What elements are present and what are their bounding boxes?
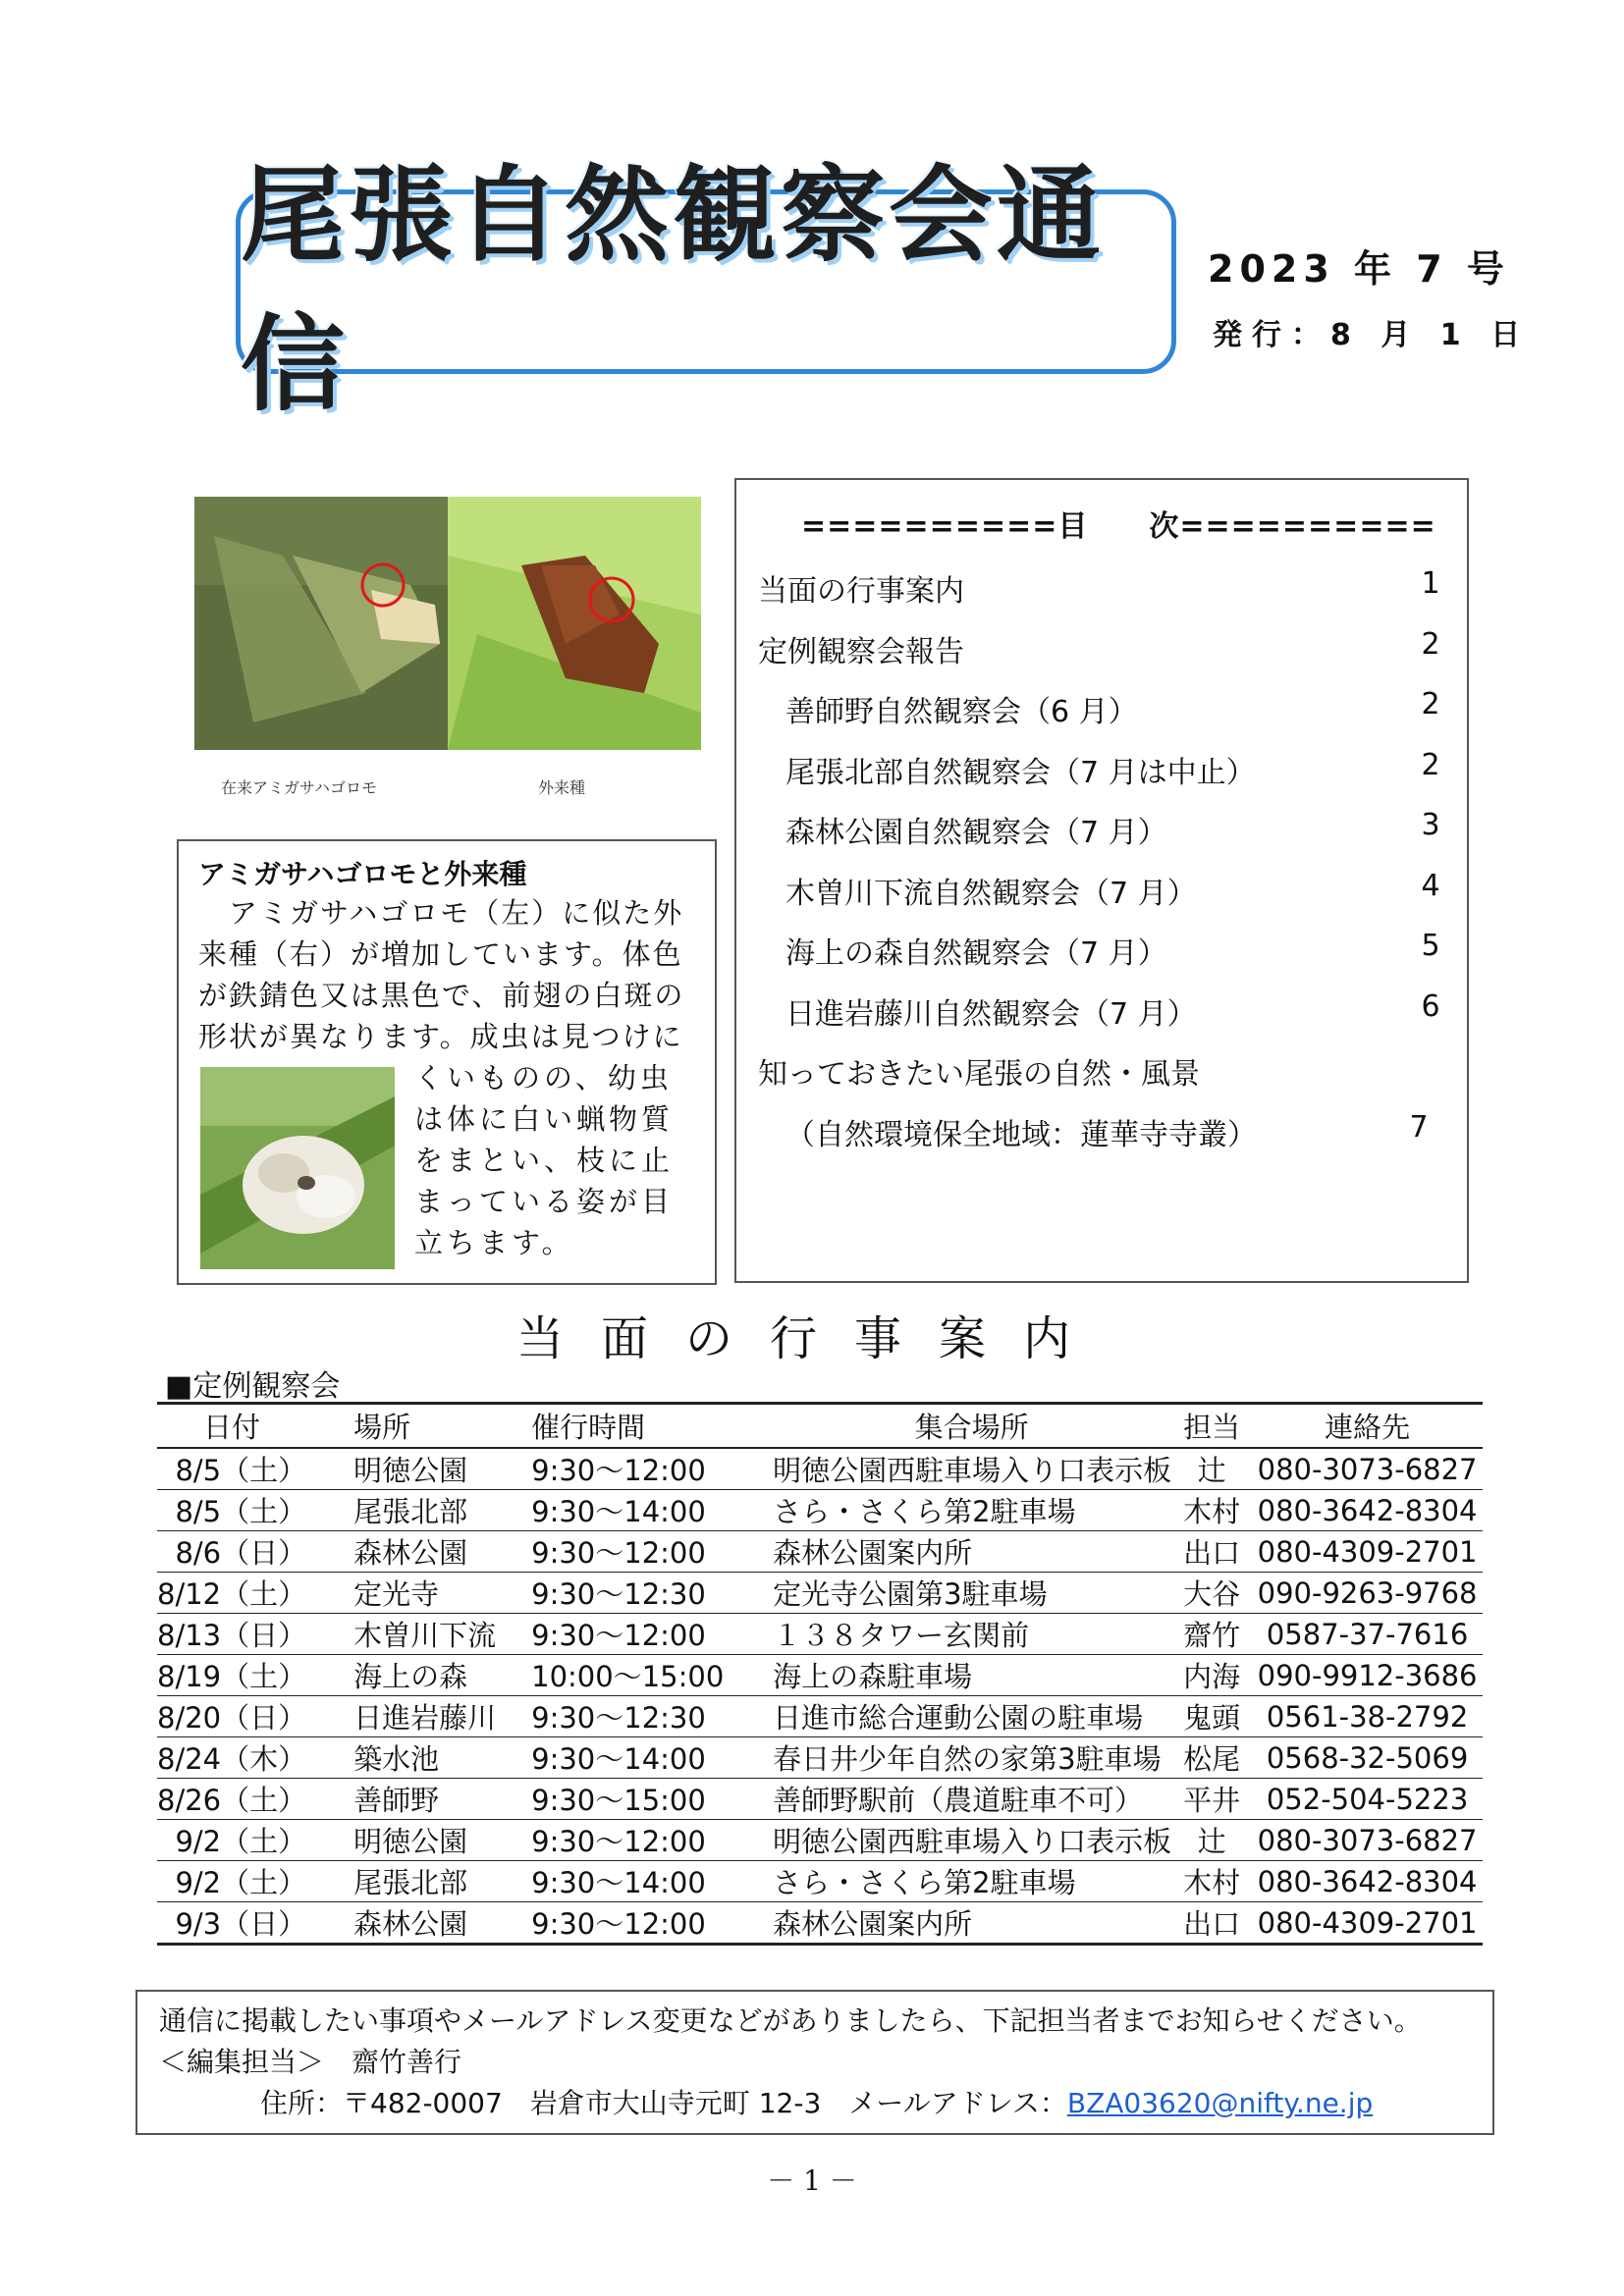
table-of-contents: [734, 478, 1469, 1283]
event-place: 定光寺: [324, 1573, 512, 1614]
event-date: 8/24（木）: [157, 1737, 324, 1779]
toc-item-page: 7: [1409, 1109, 1429, 1145]
event-meeting-point: 善師野駅前（農道駐車不可）: [758, 1779, 1171, 1820]
toc-item-page: 5: [1421, 929, 1440, 963]
event-contact: 080-3642-8304: [1252, 1861, 1483, 1902]
event-staff: 平井: [1171, 1779, 1252, 1820]
event-staff: 出口: [1171, 1902, 1252, 1945]
invasive-planthopper-photo: [448, 497, 701, 750]
table-row: [157, 1696, 1483, 1737]
toc-item-page: 6: [1421, 988, 1440, 1024]
event-staff: 木村: [1171, 1861, 1252, 1902]
info-title: アミガサハゴロモと外来種: [198, 858, 527, 890]
event-contact: 080-3073-6827: [1252, 1820, 1483, 1861]
event-place: 明徳公園: [324, 1820, 512, 1861]
event-date: 8/5（土）: [157, 1448, 324, 1490]
event-contact: 0561-38-2792: [1252, 1696, 1483, 1737]
table-row: [157, 1779, 1483, 1820]
event-staff: 木村: [1171, 1490, 1252, 1531]
issue-number: 2023 年 7 号: [1208, 247, 1510, 291]
toc-item: [758, 748, 1445, 797]
event-time: 9:30～12:00: [512, 1448, 758, 1490]
event-time: 9:30～12:00: [512, 1902, 758, 1945]
event-meeting-point: さら・さくら第2駐車場: [758, 1490, 1171, 1531]
event-time: 9:30～14:00: [512, 1861, 758, 1902]
event-contact: 080-3073-6827: [1252, 1448, 1483, 1490]
notice-box: [135, 1990, 1494, 2135]
event-contact: 0587-37-7616: [1252, 1614, 1483, 1655]
event-time: 9:30～12:30: [512, 1573, 758, 1614]
toc-item-label: 善師野自然観察会（6 月）: [785, 695, 1138, 729]
table-row: [157, 1448, 1483, 1490]
native-photo-caption: 在来アミガサハゴロモ: [221, 778, 378, 797]
event-time: 9:30～12:00: [512, 1820, 758, 1861]
contact-line: [260, 2082, 1373, 2121]
table-row: [157, 1861, 1483, 1902]
toc-item: [758, 1049, 1445, 1098]
table-row: [157, 1531, 1483, 1573]
event-place: 善師野: [324, 1779, 512, 1820]
events-heading: 当面の行事案内: [515, 1311, 1108, 1366]
toc-item-page: 2: [1421, 747, 1440, 782]
invasive-photo-caption: 外来種: [538, 778, 586, 797]
col-place-header: 場所: [324, 1404, 512, 1449]
events-subheading: ■定例観察会: [165, 1369, 341, 1404]
event-contact: 090-9912-3686: [1252, 1655, 1483, 1696]
event-place: 森林公園: [324, 1531, 512, 1573]
event-time: 9:30～14:00: [512, 1737, 758, 1779]
page-number: － 1 －: [767, 2164, 857, 2197]
event-meeting-point: 森林公園案内所: [758, 1902, 1171, 1945]
newsletter-title: 尾張自然観察会通信: [241, 155, 1105, 425]
event-date: 8/13（日）: [157, 1614, 324, 1655]
events-table-body: [157, 1448, 1483, 1945]
events-table-header: [157, 1404, 1483, 1449]
event-contact: 052-504-5223: [1252, 1779, 1483, 1820]
info-body-side: くいものの、幼虫は体に白い蝋物質をまとい、枝に止まっている姿が目立ちます。: [414, 1061, 675, 1259]
toc-item: [758, 989, 1445, 1039]
event-date: 8/5（土）: [157, 1490, 324, 1531]
toc-header: ==========目 次==========: [801, 509, 1436, 544]
event-place: 日進岩藤川: [324, 1696, 512, 1737]
event-staff: 辻: [1171, 1820, 1252, 1861]
event-meeting-point: 森林公園案内所: [758, 1531, 1171, 1573]
event-meeting-point: 定光寺公園第3駐車場: [758, 1573, 1171, 1614]
event-contact: 080-4309-2701: [1252, 1902, 1483, 1945]
event-staff: 大谷: [1171, 1573, 1252, 1614]
toc-item-label: 尾張北部自然観察会（7 月は中止）: [785, 755, 1256, 790]
col-meeting-header: 集合場所: [758, 1404, 1171, 1449]
address-text: 住所：〒482-0007 岩倉市大山寺元町 12-3 メールアドレス：: [260, 2087, 1067, 2119]
table-row: [157, 1655, 1483, 1696]
toc-item-label: 定例観察会報告: [758, 634, 964, 669]
toc-item-label: 知っておきたい尾張の自然・風景: [758, 1057, 1200, 1092]
event-staff: 内海: [1171, 1655, 1252, 1696]
issue-date: 発行：8 月 1 日: [1213, 318, 1531, 352]
event-time: 10:00～15:00: [512, 1655, 758, 1696]
toc-list: [758, 480, 1465, 1265]
larva-photo: [200, 1067, 395, 1269]
toc-item-page: 3: [1421, 808, 1440, 842]
event-meeting-point: 春日井少年自然の家第3駐車場: [758, 1737, 1171, 1779]
event-date: 9/3（日）: [157, 1902, 324, 1945]
notice-text: 通信に掲載したい事項やメールアドレス変更などがありましたら、下記担当者までお知らせください。: [159, 2004, 1422, 2037]
table-row: [157, 1737, 1483, 1779]
table-row: [157, 1902, 1483, 1945]
event-date: 8/6（日）: [157, 1531, 324, 1573]
event-contact: 080-4309-2701: [1252, 1531, 1483, 1573]
events-table: [157, 1402, 1483, 1946]
event-place: 尾張北部: [324, 1861, 512, 1902]
event-staff: 松尾: [1171, 1737, 1252, 1779]
info-body-top: アミガサハゴロモ（左）に似た外来種（右）が増加しています。体色が鉄錆色又は黒色で、前翅の白斑の形状が異なります。成虫は見つけに: [198, 896, 685, 1053]
event-date: 8/19（土）: [157, 1655, 324, 1696]
event-place: 明徳公園: [324, 1448, 512, 1490]
toc-item: [758, 566, 1445, 615]
col-time-header: 催行時間: [512, 1404, 758, 1449]
event-time: 9:30～12:30: [512, 1696, 758, 1737]
event-staff: 辻: [1171, 1448, 1252, 1490]
col-date-header: 日付: [157, 1404, 324, 1449]
toc-item: [758, 627, 1445, 676]
table-row: [157, 1614, 1483, 1655]
event-place: 森林公園: [324, 1902, 512, 1945]
event-place: 木曽川下流: [324, 1614, 512, 1655]
event-staff: 齋竹: [1171, 1614, 1252, 1655]
toc-item-label: （自然環境保全地域：蓮華寺寺叢）: [785, 1117, 1257, 1152]
col-contact-header: 連絡先: [1252, 1404, 1483, 1449]
event-place: 築水池: [324, 1737, 512, 1779]
toc-item: [758, 869, 1445, 918]
table-row: [157, 1573, 1483, 1614]
email-link[interactable]: BZA03620@nifty.ne.jp: [1066, 2087, 1374, 2119]
table-row: [157, 1490, 1483, 1531]
event-time: 9:30～14:00: [512, 1490, 758, 1531]
col-staff-header: 担当: [1171, 1404, 1252, 1449]
table-row: [157, 1820, 1483, 1861]
toc-item-label: 当面の行事案内: [758, 574, 964, 609]
event-meeting-point: 明徳公園西駐車場入り口表示板: [758, 1448, 1171, 1490]
event-time: 9:30～15:00: [512, 1779, 758, 1820]
editor-line: ＜編集担当＞ 齋竹善行: [159, 2046, 462, 2078]
event-meeting-point: 明徳公園西駐車場入り口表示板: [758, 1820, 1171, 1861]
event-meeting-point: 日進市総合運動公園の駐車場: [758, 1696, 1171, 1737]
toc-item-label: 日進岩藤川自然観察会（7 月）: [785, 996, 1197, 1032]
event-date: 8/20（日）: [157, 1696, 324, 1737]
toc-item: [758, 687, 1445, 736]
toc-item-label: 海上の森自然観察会（7 月）: [785, 936, 1167, 971]
event-place: 尾張北部: [324, 1490, 512, 1531]
event-meeting-point: １３８タワー玄関前: [758, 1614, 1171, 1655]
event-date: 9/2（土）: [157, 1820, 324, 1861]
event-date: 9/2（土）: [157, 1861, 324, 1902]
event-time: 9:30～12:00: [512, 1614, 758, 1655]
event-date: 8/26（土）: [157, 1779, 324, 1820]
toc-item-page: 2: [1421, 626, 1440, 662]
native-planthopper-photo: [194, 497, 448, 750]
event-date: 8/12（土）: [157, 1573, 324, 1614]
event-staff: 出口: [1171, 1531, 1252, 1573]
event-contact: 080-3642-8304: [1252, 1490, 1483, 1531]
event-staff: 鬼頭: [1171, 1696, 1252, 1737]
event-contact: 0568-32-5069: [1252, 1737, 1483, 1779]
toc-item-label: 木曽川下流自然観察会（7 月）: [785, 876, 1197, 911]
event-contact: 090-9263-9768: [1252, 1573, 1483, 1614]
event-time: 9:30～12:00: [512, 1531, 758, 1573]
toc-item-page: 1: [1421, 566, 1440, 601]
toc-item: [758, 808, 1445, 857]
event-meeting-point: さら・さくら第2駐車場: [758, 1861, 1171, 1902]
toc-item-label: 森林公園自然観察会（7 月）: [785, 816, 1167, 850]
event-place: 海上の森: [324, 1655, 512, 1696]
info-box: [177, 839, 717, 1285]
toc-item: [758, 929, 1445, 978]
event-meeting-point: 海上の森駐車場: [758, 1655, 1171, 1696]
toc-item-page: 2: [1421, 687, 1440, 721]
toc-item: [758, 1110, 1445, 1159]
toc-item-page: 4: [1421, 868, 1440, 903]
masthead: [236, 155, 1176, 425]
